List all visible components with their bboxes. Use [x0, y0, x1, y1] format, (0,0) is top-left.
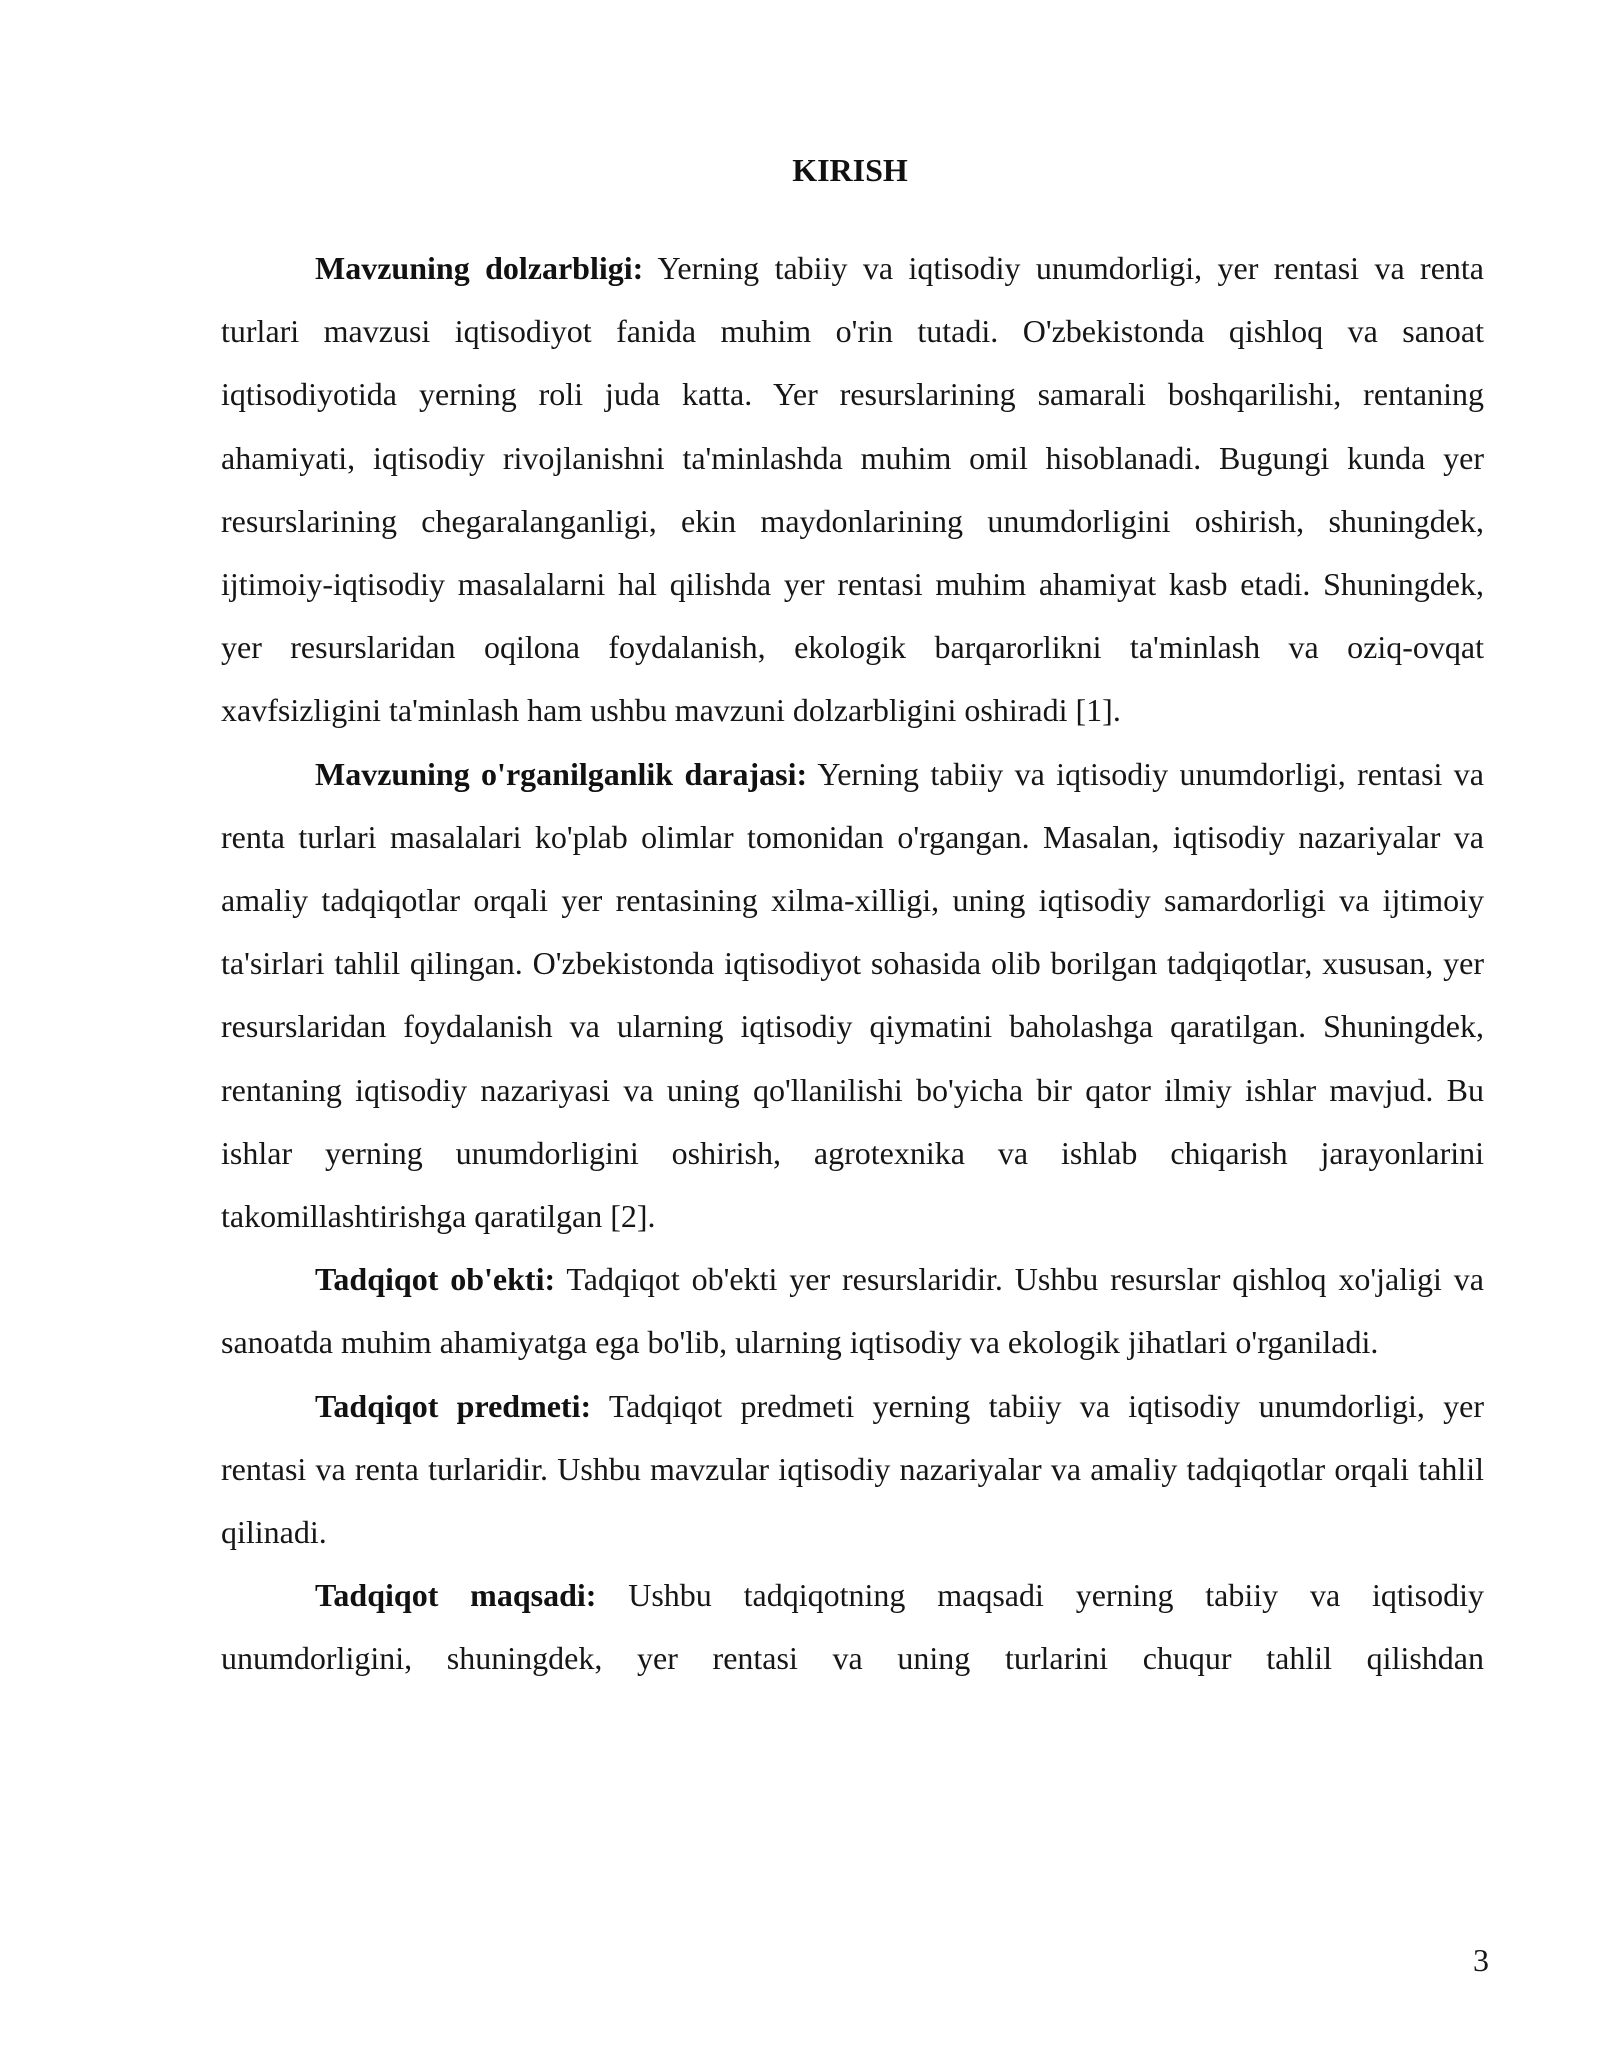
paragraph-lead: Tadqiqot maqsadi: [315, 1577, 597, 1614]
paragraph-lead: Tadqiqot predmeti: [315, 1387, 592, 1424]
paragraph-lead: Mavzuning o'rganilganlik darajasi: [315, 755, 808, 792]
page-number: 3 [1473, 1942, 1489, 1978]
document-body [221, 237, 1484, 1691]
paragraph-organilganlik-darajasi [221, 743, 1484, 1249]
paragraph-text: Tadqiqot ob'ekti yer resurslaridir. Ushbu resurslar qishloq xo'jaligi va sanoatda muhim ahamiyatga ega bo'lib, ularning iqtisodiy va ekologik jihatlari o'rganiladi. [221, 1261, 1485, 1361]
paragraph-dolzarbligi [221, 237, 1484, 743]
paragraph-text: Tadqiqot predmeti yerning tabiiy va iqtisodiy unumdorligi, yer rentasi va renta turlaridir. Ushbu mavzular iqtisodiy nazariyalar va amaliy tadqiqotlar orqali tahlil qilinadi. [221, 1387, 1485, 1551]
paragraph-lead: Tadqiqot ob'ekti: [315, 1261, 556, 1298]
paragraph-text: Yerning tabiiy va iqtisodiy unumdorligi, yer rentasi va renta turlari mavzusi iqtisodiyot fanida muhim o'rin tutadi. O'zbekistonda qishloq va sanoat iqtisodiyotida yerning roli juda katta. Yer resurslarining samarali boshqarilishi, rentaning ahamiyati, iqtisodiy rivojlanishni ta'minlashda muhim omil hisoblanadi. Bugungi kunda yer resurslarining chegaralanganligi, ekin maydonlarining unumdorligini oshirish, shuningdek, ijtimoiy-iqtisodiy masalalarni hal qilishda yer rentasi muhim ahamiyat kasb etadi. Shuningdek, yer resurslaridan oqilona foydalanish, ekologik barqarorlikni ta'minlash va oziq-ovqat xavfsizligini ta'minlash ham ushbu mavzuni dolzarbligini oshiradi [1]. [221, 250, 1485, 729]
paragraph-tadqiqot-predmeti [221, 1375, 1484, 1565]
paragraph-tadqiqot-obekti [221, 1248, 1484, 1374]
paragraph-text: Ushbu tadqiqotning maqsadi yerning tabiiy va iqtisodiy unumdorligini, shuningdek, yer rentasi va uning turlarini chuqur tahlil qilishdan [221, 1577, 1485, 1677]
paragraph-lead: Mavzuning dolzarbligi: [315, 250, 644, 286]
paragraph-text: Yerning tabiiy va iqtisodiy unumdorligi, rentasi va renta turlari masalalari ko'plab olimlar tomonidan o'rgangan. Masalan, iqtisodiy nazariyalar va amaliy tadqiqotlar orqali yer rentasining xilma-xilligi, uning iqtisodiy samardorligi va ijtimoiy ta'sirlari tahlil qilingan. O'zbekistonda iqtisodiyot sohasida olib borilgan tadqiqotlar, xususan, yer resurslaridan foydalanish va ularning iqtisodiy qiymatini baholashga qaratilgan. Shuningdek, rentaning iqtisodiy nazariyasi va uning qo'llanilishi bo'yicha bir qator ilmiy ishlar mavjud. Bu ishlar yerning unumdorligini oshirish, agrotexnika va ishlab chiqarish jarayonlarini takomillashtirishga qaratilgan [2]. [221, 755, 1485, 1235]
paragraph-tadqiqot-maqsadi [221, 1564, 1484, 1690]
page-title: KIRISH [792, 152, 908, 188]
